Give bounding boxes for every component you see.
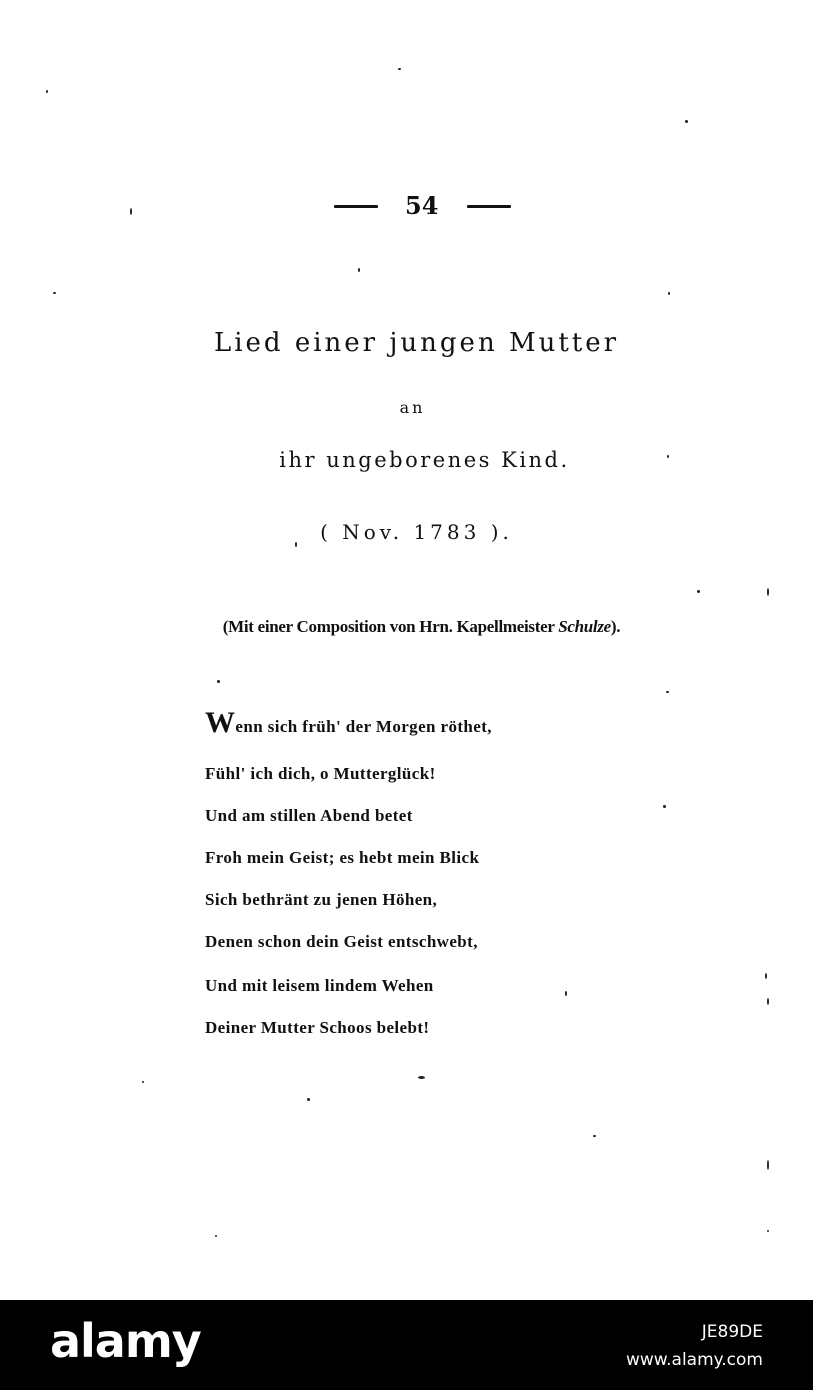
page-header: [0, 191, 813, 231]
print-speck: [593, 1135, 596, 1137]
poem-title: Lied einer jungen Mutter: [213, 328, 620, 358]
print-speck: [217, 680, 220, 683]
poem-line: Fühl' ich dich, o Mutterglück!: [205, 764, 436, 783]
poem-subtitle: ihr ungeborenes Kind.: [279, 448, 570, 472]
poem-line: Und am stillen Abend betet: [205, 806, 413, 825]
watermark-logo: alamy: [50, 1314, 201, 1368]
print-speck: [53, 292, 56, 294]
print-speck: [398, 68, 401, 70]
print-speck: [767, 1160, 769, 1170]
image-id: JE89DE: [701, 1322, 763, 1342]
print-speck: [666, 691, 669, 693]
print-speck: [697, 590, 700, 593]
poem-line: Denen schon dein Geist entschwebt,: [205, 932, 478, 951]
poem-line: Sich bethränt zu jenen Höhen,: [205, 890, 438, 909]
print-speck: [767, 1230, 769, 1232]
print-speck: [767, 998, 769, 1005]
print-speck: [765, 973, 767, 979]
page-number: 54: [405, 191, 439, 220]
title-connector: an: [399, 398, 426, 417]
poem-line-text: enn sich früh' der Morgen röthet,: [235, 717, 492, 736]
print-speck: [685, 120, 688, 123]
print-speck: [307, 1098, 310, 1101]
header-dash-right: [467, 205, 511, 208]
composition-note: [0, 617, 813, 637]
header-dash-left: [334, 205, 378, 208]
poem-line: Und mit leisem lindem Wehen: [205, 976, 434, 995]
composer-name: Schulze: [558, 617, 611, 636]
print-speck: [668, 292, 670, 295]
poem-date: ( Nov. 1783 ).: [320, 520, 513, 544]
print-speck: [142, 1081, 144, 1083]
poem-line: [205, 708, 492, 738]
composition-prefix: (Mit einer Composition von Hrn. Kapellmeister: [222, 617, 555, 636]
print-speck: [130, 208, 132, 215]
print-speck: [295, 542, 297, 547]
print-speck: [767, 588, 769, 596]
print-speck: [215, 1235, 217, 1237]
print-speck: [358, 268, 360, 272]
print-speck: [667, 455, 669, 458]
poem-line: Froh mein Geist; es hebt mein Blick: [205, 848, 480, 867]
print-speck: [663, 805, 666, 808]
composition-suffix: ).: [610, 617, 621, 636]
watermark-url: www.alamy.com: [625, 1350, 763, 1370]
watermark-footer: [0, 1300, 813, 1390]
dropcap-letter: W: [205, 706, 236, 739]
print-speck: [46, 90, 48, 93]
print-speck: [565, 991, 567, 996]
poem-line: Deiner Mutter Schoos belebt!: [205, 1018, 430, 1037]
print-speck: [418, 1076, 425, 1079]
